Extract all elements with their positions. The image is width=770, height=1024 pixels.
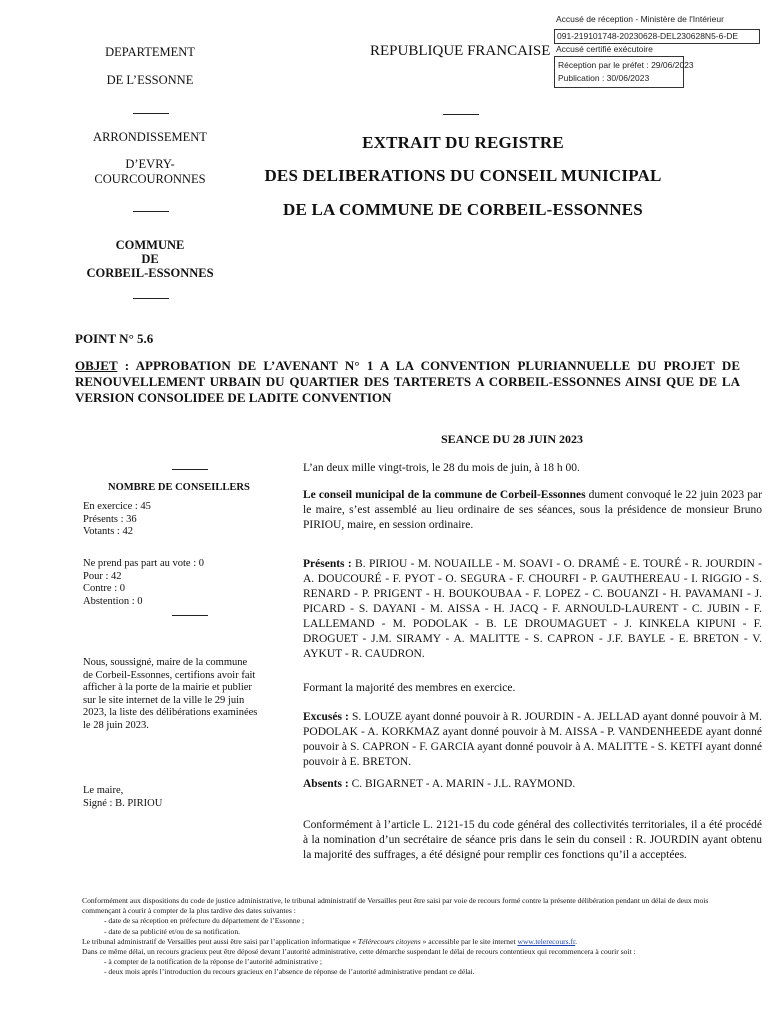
vote-pour: Pour : 42 bbox=[83, 570, 122, 582]
republique-francaise: REPUBLIQUE FRANCAISE bbox=[370, 43, 551, 59]
conseillers-title: NOMBRE DE CONSEILLERS bbox=[108, 482, 250, 493]
footer-bullet: - date de sa réception en préfecture du département de l’Essonne ; bbox=[104, 916, 305, 926]
point-number: POINT N° 5.6 bbox=[75, 331, 154, 346]
commune-3: CORBEIL-ESSONNES bbox=[86, 266, 214, 280]
objet-label: OBJET bbox=[75, 358, 118, 373]
stamp-reception: Réception par le préfet : 29/06/2023 bbox=[558, 60, 694, 70]
footer-bullet: - à compter de la notification de la réponse de l’autorité administrative ; bbox=[104, 957, 323, 967]
signature-title: Le maire, bbox=[83, 785, 124, 796]
title-commune: DE LA COMMUNE DE CORBEIL-ESSONNES bbox=[283, 200, 643, 219]
arrondissement-label: ARRONDISSEMENT bbox=[93, 130, 207, 144]
vote-ne-prend-pas: Ne prend pas part au vote : 0 bbox=[83, 558, 205, 569]
seance-date: SEANCE DU 28 JUIN 2023 bbox=[441, 432, 584, 446]
arrondissement-name-1: D’EVRY- bbox=[125, 157, 175, 171]
footer-p2-text: Le tribunal administratif de Versailles peut aussi être saisi par l’application informatique « bbox=[82, 936, 358, 946]
divider bbox=[133, 298, 169, 299]
conseil-paragraph bbox=[303, 488, 762, 533]
count-exercice: En exercice : 45 bbox=[83, 501, 151, 512]
conseil-bold: Le conseil municipal de la commune de Corbeil-Essonnes bbox=[303, 489, 586, 501]
divider bbox=[172, 469, 208, 470]
telerecours-link[interactable]: www.telerecours.fr bbox=[517, 936, 576, 946]
cert-line: sur le site internet de la ville le 29 juin bbox=[83, 694, 245, 706]
footer-p2-text: » accessible par le site internet bbox=[420, 936, 518, 946]
departement-name: DE L’ESSONNE bbox=[106, 73, 194, 87]
footer-p3: Dans ce même délai, un recours gracieux peut être déposé devant l’autorité administrative, cette démarche suspendant le délai de recours contentieux qui recommencera à courir soit : bbox=[82, 947, 636, 957]
conseil-rest: dument convoqué le 22 juin 2023 par le maire, s’est assemblé au lieu ordinaire de ses séances, sous la présidence de monsieur Bruno PIRIOU, maire, en session ordinaire. bbox=[303, 489, 762, 531]
count-presents: Présents : 36 bbox=[83, 513, 137, 525]
stamp-id: 091-219101748-20230628-DEL230628N5-6-DE bbox=[554, 29, 760, 44]
stamp-dates bbox=[554, 56, 694, 88]
conseillers-counts bbox=[83, 501, 151, 539]
stamp-publication: Publication : 30/06/2023 bbox=[558, 73, 650, 83]
legal-footer bbox=[82, 896, 730, 978]
excuses-list: S. LOUZE ayant donné pouvoir à R. JOURDIN - A. JELLAD ayant donné pouvoir à M. PODOLAK - A. KORKMAZ ayant donné pouvoir à M. AISSA - P. VANDENHEEDE ayant donné pouvoir à S. CAPRON - F. GARCIA ayant donné pouvoir à A. MALITTE - S. KETFI ayant donné pouvoir à E. BRETON. bbox=[303, 711, 762, 768]
vote-abstention: Abstention : 0 bbox=[83, 595, 143, 607]
cert-line: 2023, la liste des délibérations examinées bbox=[83, 707, 258, 718]
departement-label: DEPARTEMENT bbox=[105, 45, 195, 59]
cert-line: le 28 juin 2023. bbox=[83, 719, 149, 731]
count-votants: Votants : 42 bbox=[83, 526, 133, 537]
divider bbox=[172, 615, 208, 616]
majorite: Formant la majorité des membres en exercice. bbox=[303, 682, 516, 694]
divider bbox=[133, 113, 169, 114]
cert-line: de Corbeil-Essonnes, certifions avoir fait bbox=[83, 669, 256, 681]
divider bbox=[133, 211, 169, 212]
cert-line: afficher à la porte de la mairie et publier bbox=[83, 682, 252, 693]
footer-p1: Conformément aux dispositions du code de justice administrative, le tribunal administratif de Versailles peut être saisi par voie de recours formé contre la présente délibération pendant un délai de deux mois commençant à courir à compter de la plus tardive des dates suivantes : bbox=[82, 896, 709, 916]
vote-counts bbox=[83, 558, 204, 608]
secretaire-paragraph: Conformément à l’article L. 2121-15 du code général des collectivités territoriales, il a été procédé à la nomination d’un secrétaire de séance pris dans le sein du conseil : R. JOURDIN ayant obtenu la majorité des suffrages, a été désigné pour remplir ces fonctions qu’il a acceptées. bbox=[303, 819, 762, 861]
footer-bullet: - date de sa publicité et/ou de sa notification. bbox=[104, 926, 241, 936]
presents-label: Présents : bbox=[303, 558, 352, 570]
footer-p2-text: . bbox=[575, 936, 578, 946]
objet bbox=[75, 358, 740, 406]
arrondissement-name-2: COURCOURONNES bbox=[94, 172, 206, 186]
title-deliberations: DES DELIBERATIONS DU CONSEIL MUNICIPAL bbox=[264, 166, 662, 185]
cert-line: Nous, soussigné, maire de la commune bbox=[83, 657, 248, 668]
presents-list: B. PIRIOU - M. NOUAILLE - M. SOAVI - O. DRAMÉ - E. TOURÉ - R. JOURDIN - A. DOUCOURÉ - F. PYOT - O. SEGURA - F. CHOURFI - P. GAUTHEREAU - I. RIGGIO - S. RENARD - P. PRIGENT - H. BOUKOUBAA - F. LOPEZ - C. BOUANZI - H. PAVAMANI - J. PICARD - S. DAYANI - M. AISSA - H. JACQ - F. ARNOULD-LAURENT - C. JUBIN - F. LALLEMAND - M. PODOLAK - B. LE DROUMAGUET - J. KINKELA KIPUNI - F. DROGUET - J.M. SIRAMY - A. MALITTE - S. CAPRON - J.F. BAYLE - E. BRETON - V. AYKUT - R. CAUDRON. bbox=[303, 558, 763, 660]
excuses-label: Excusés : bbox=[303, 711, 349, 723]
footer-bullet: - deux mois après l’introduction du recours gracieux en l’absence de réponse de l’autorité administrative pendant ce délai. bbox=[104, 967, 475, 977]
date-line: L’an deux mille vingt-trois, le 28 du mois de juin, à 18 h 00. bbox=[303, 462, 580, 474]
stamp-title: Accusé de réception - Ministère de l'Intérieur bbox=[556, 14, 724, 24]
presents-paragraph bbox=[303, 557, 762, 662]
excuses-paragraph bbox=[303, 710, 762, 770]
vote-contre: Contre : 0 bbox=[83, 583, 125, 594]
objet-text: : APPROBATION DE L’AVENANT N° 1 A LA CONVENTION PLURIANNUELLE DU PROJET DE RENOUVELLEMENT URBAIN DU QUARTIER DES TARTERETS A CORBEIL-ESSONNES AINSI QUE DE LA VERSION CONSOLIDEE DE LADITE CONVENTION bbox=[75, 358, 740, 405]
divider bbox=[443, 114, 479, 115]
footer-p2 bbox=[82, 937, 730, 947]
stamp-certif: Accusé certifié exécutoire bbox=[556, 44, 653, 54]
absents-list: C. BIGARNET - A. MARIN - J.L. RAYMOND. bbox=[348, 778, 576, 790]
certification-text bbox=[83, 657, 268, 732]
title-extrait: EXTRAIT DU REGISTRE bbox=[362, 133, 564, 152]
footer-p2-italic: Télérecours citoyens bbox=[357, 936, 421, 946]
absents-paragraph bbox=[303, 777, 762, 792]
signature bbox=[83, 785, 162, 810]
commune-2: DE bbox=[141, 252, 159, 266]
absents-label: Absents : bbox=[303, 778, 349, 790]
commune-1: COMMUNE bbox=[115, 238, 185, 252]
signature-name: Signé : B. PIRIOU bbox=[83, 797, 163, 809]
